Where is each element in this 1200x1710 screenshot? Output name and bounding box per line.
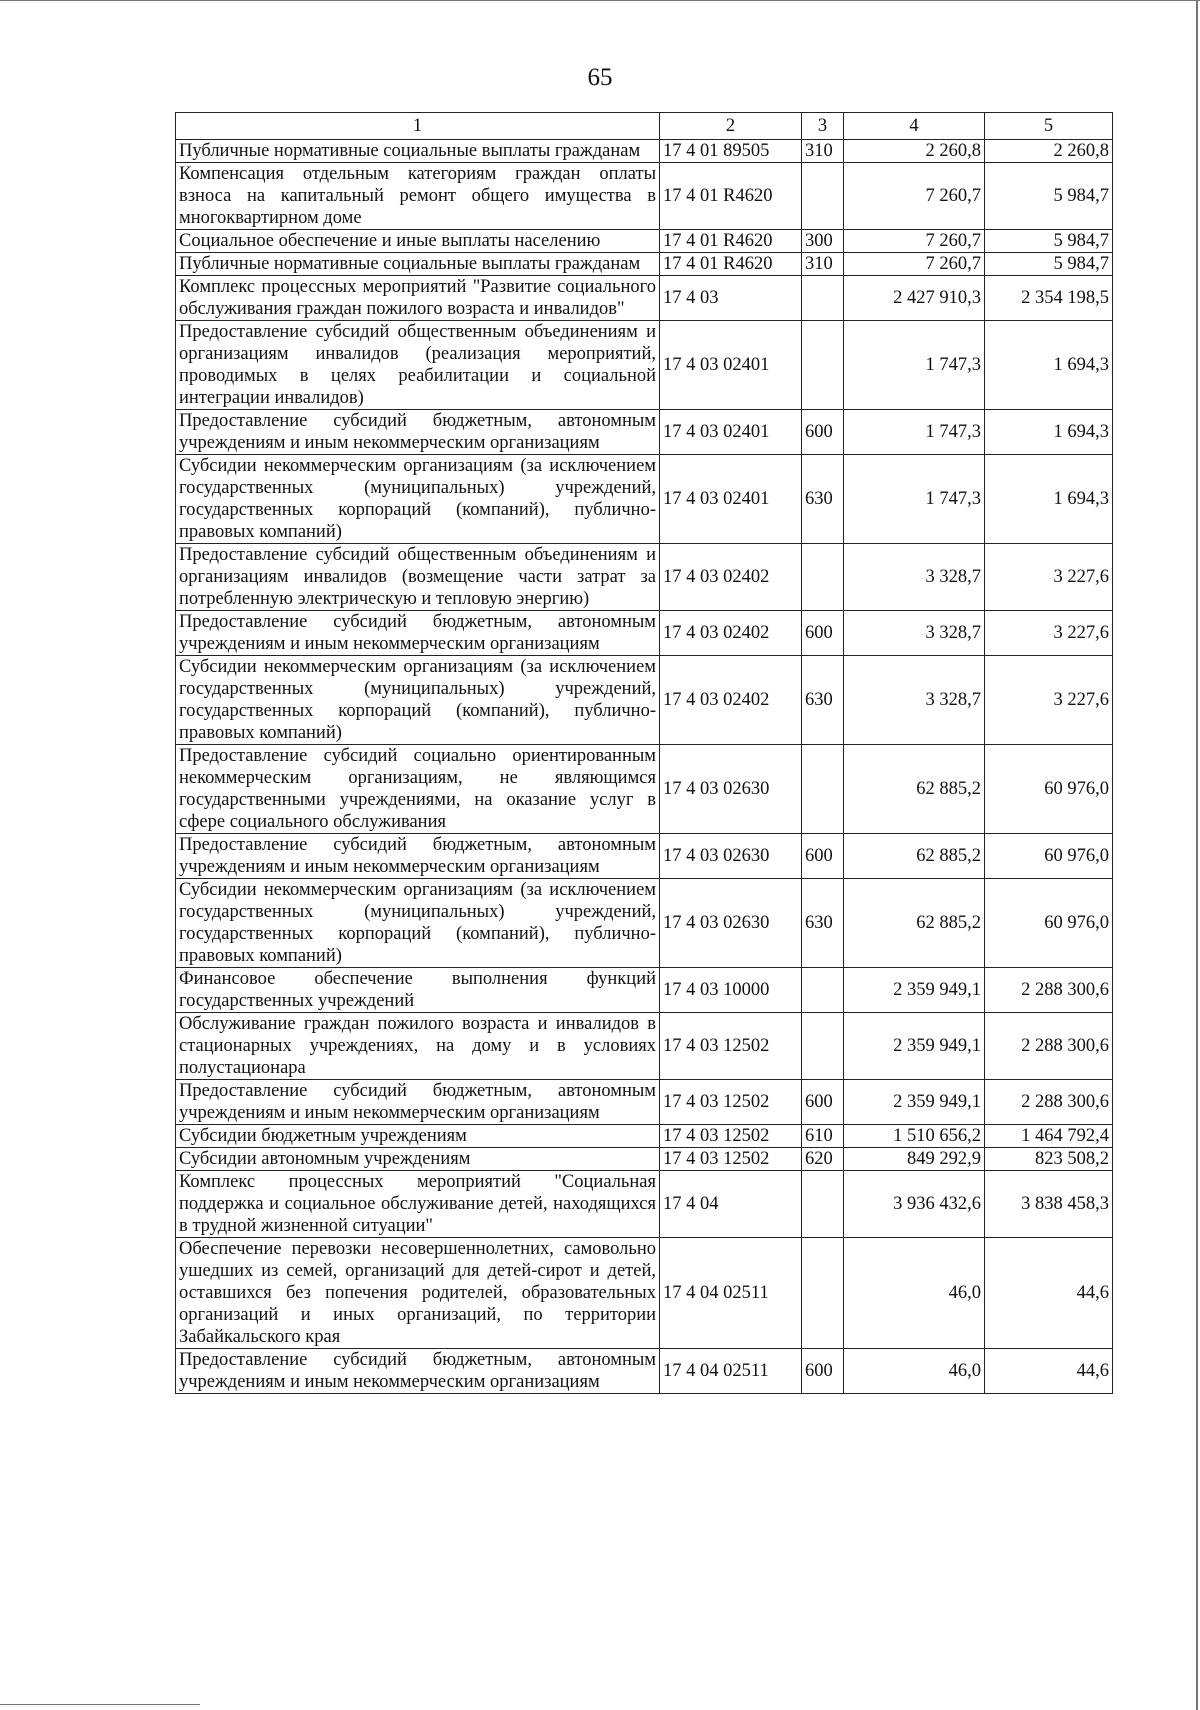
row-amount-2: 60 976,0 <box>985 745 1113 834</box>
row-amount-1: 62 885,2 <box>844 745 985 834</box>
row-amount-1: 7 260,7 <box>844 253 985 276</box>
row-code: 17 4 03 12502 <box>660 1148 802 1171</box>
table-row <box>176 1080 1113 1125</box>
row-name: Предоставление субсидий бюджетным, автономным учреждениям и иным некоммерческим организациям <box>176 1080 660 1125</box>
row-amount-2: 2 288 300,6 <box>985 1080 1113 1125</box>
row-amount-1: 46,0 <box>844 1238 985 1349</box>
row-amount-2: 44,6 <box>985 1238 1113 1349</box>
table-row <box>176 1349 1113 1394</box>
row-code: 17 4 04 02511 <box>660 1238 802 1349</box>
row-code: 17 4 01 89505 <box>660 140 802 163</box>
row-name: Обслуживание граждан пожилого возраста и инвалидов в стационарных учреждениях, на дому и в условиях полустационара <box>176 1013 660 1080</box>
row-amount-2: 2 260,8 <box>985 140 1113 163</box>
row-code: 17 4 03 02402 <box>660 656 802 745</box>
row-amount-2: 1 694,3 <box>985 455 1113 544</box>
row-name: Финансовое обеспечение выполнения функций государственных учреждений <box>176 968 660 1013</box>
row-amount-2: 3 838 458,3 <box>985 1171 1113 1238</box>
scan-bottom-edge <box>0 1704 200 1705</box>
row-expense-type: 610 <box>802 1125 844 1148</box>
row-code: 17 4 03 12502 <box>660 1125 802 1148</box>
row-name: Комплекс процессных мероприятий "Социальная поддержка и социальное обслуживание детей, находящихся в трудной жизненной ситуации" <box>176 1171 660 1238</box>
row-amount-1: 3 936 432,6 <box>844 1171 985 1238</box>
row-expense-type <box>802 968 844 1013</box>
table-row <box>176 1013 1113 1080</box>
table-row <box>176 321 1113 410</box>
table-row <box>176 253 1113 276</box>
row-code: 17 4 04 <box>660 1171 802 1238</box>
row-amount-2: 60 976,0 <box>985 879 1113 968</box>
row-expense-type: 630 <box>802 879 844 968</box>
row-name: Компенсация отдельным категориям граждан оплаты взноса на капитальный ремонт общего имущества в многоквартирном доме <box>176 163 660 230</box>
row-code: 17 4 01 R4620 <box>660 163 802 230</box>
header-col-5: 5 <box>985 113 1113 140</box>
row-amount-1: 3 328,7 <box>844 656 985 745</box>
row-amount-2: 5 984,7 <box>985 253 1113 276</box>
row-expense-type: 310 <box>802 253 844 276</box>
budget-table <box>175 112 1113 1394</box>
row-code: 17 4 03 10000 <box>660 968 802 1013</box>
table-row <box>176 230 1113 253</box>
table-row <box>176 410 1113 455</box>
row-name: Предоставление субсидий общественным объединениям и организациям инвалидов (реализация мероприятий, проводимых в целях реабилитации и социальной интеграции инвалидов) <box>176 321 660 410</box>
row-code: 17 4 04 02511 <box>660 1349 802 1394</box>
table-row <box>176 1171 1113 1238</box>
row-expense-type <box>802 1013 844 1080</box>
header-row <box>176 113 1113 140</box>
row-name: Субсидии бюджетным учреждениям <box>176 1125 660 1148</box>
row-amount-2: 60 976,0 <box>985 834 1113 879</box>
row-expense-type: 600 <box>802 410 844 455</box>
row-name: Предоставление субсидий бюджетным, автономным учреждениям и иным некоммерческим организациям <box>176 834 660 879</box>
row-amount-1: 2 359 949,1 <box>844 1080 985 1125</box>
row-amount-1: 849 292,9 <box>844 1148 985 1171</box>
row-amount-2: 3 227,6 <box>985 611 1113 656</box>
row-amount-1: 2 359 949,1 <box>844 968 985 1013</box>
row-code: 17 4 03 <box>660 276 802 321</box>
row-amount-2: 1 464 792,4 <box>985 1125 1113 1148</box>
row-code: 17 4 01 R4620 <box>660 253 802 276</box>
row-expense-type: 600 <box>802 1349 844 1394</box>
row-name: Комплекс процессных мероприятий "Развитие социального обслуживания граждан пожилого возраста и инвалидов" <box>176 276 660 321</box>
scan-top-edge <box>0 0 1200 1</box>
row-name: Обеспечение перевозки несовершеннолетних, самовольно ушедших из семей, организаций для детей-сирот и детей, оставшихся без попечения родителей, образовательных организаций и иных организаций, по территории Забайкальского края <box>176 1238 660 1349</box>
row-code: 17 4 03 02630 <box>660 745 802 834</box>
row-code: 17 4 03 02630 <box>660 879 802 968</box>
row-amount-1: 2 260,8 <box>844 140 985 163</box>
row-name: Социальное обеспечение и иные выплаты населению <box>176 230 660 253</box>
row-expense-type: 600 <box>802 611 844 656</box>
row-expense-type: 600 <box>802 1080 844 1125</box>
row-amount-2: 2 288 300,6 <box>985 1013 1113 1080</box>
table-body <box>176 140 1113 1394</box>
row-name: Предоставление субсидий бюджетным, автономным учреждениям и иным некоммерческим организациям <box>176 1349 660 1394</box>
header-col-2: 2 <box>660 113 802 140</box>
row-amount-2: 823 508,2 <box>985 1148 1113 1171</box>
row-amount-2: 2 288 300,6 <box>985 968 1113 1013</box>
row-amount-1: 1 510 656,2 <box>844 1125 985 1148</box>
row-amount-1: 46,0 <box>844 1349 985 1394</box>
page-number: 65 <box>587 64 613 91</box>
row-expense-type <box>802 1238 844 1349</box>
table-row <box>176 544 1113 611</box>
row-amount-2: 1 694,3 <box>985 321 1113 410</box>
table-row <box>176 745 1113 834</box>
row-name: Субсидии автономным учреждениям <box>176 1148 660 1171</box>
row-amount-1: 62 885,2 <box>844 834 985 879</box>
row-name: Предоставление субсидий бюджетным, автономным учреждениям и иным некоммерческим организациям <box>176 611 660 656</box>
scan-right-edge <box>1196 0 1198 1710</box>
row-expense-type: 630 <box>802 455 844 544</box>
row-expense-type: 300 <box>802 230 844 253</box>
row-code: 17 4 03 02401 <box>660 321 802 410</box>
row-name: Предоставление субсидий социально ориентированным некоммерческим организациям, не являющимся государственными учреждениями, на оказание услуг в сфере социального обслуживания <box>176 745 660 834</box>
row-amount-2: 2 354 198,5 <box>985 276 1113 321</box>
row-expense-type <box>802 544 844 611</box>
row-code: 17 4 03 02402 <box>660 544 802 611</box>
row-amount-2: 3 227,6 <box>985 544 1113 611</box>
row-amount-1: 3 328,7 <box>844 544 985 611</box>
row-expense-type <box>802 163 844 230</box>
table-row <box>176 276 1113 321</box>
row-name: Предоставление субсидий общественным объединениям и организациям инвалидов (возмещение части затрат за потребленную электрическую и тепловую энергию) <box>176 544 660 611</box>
row-code: 17 4 03 02401 <box>660 410 802 455</box>
row-amount-2: 5 984,7 <box>985 163 1113 230</box>
row-amount-1: 1 747,3 <box>844 410 985 455</box>
row-amount-1: 1 747,3 <box>844 455 985 544</box>
row-code: 17 4 03 12502 <box>660 1013 802 1080</box>
table-row <box>176 140 1113 163</box>
table-row <box>176 163 1113 230</box>
row-amount-1: 62 885,2 <box>844 879 985 968</box>
row-code: 17 4 03 02630 <box>660 834 802 879</box>
row-name: Субсидии некоммерческим организациям (за исключением государственных (муниципальных) учреждений, государственных корпораций (компаний), публично-правовых компаний) <box>176 656 660 745</box>
row-code: 17 4 03 12502 <box>660 1080 802 1125</box>
row-expense-type <box>802 1171 844 1238</box>
header-col-3: 3 <box>802 113 844 140</box>
row-name: Публичные нормативные социальные выплаты гражданам <box>176 140 660 163</box>
row-amount-2: 1 694,3 <box>985 410 1113 455</box>
header-col-4: 4 <box>844 113 985 140</box>
row-amount-2: 3 227,6 <box>985 656 1113 745</box>
row-expense-type: 620 <box>802 1148 844 1171</box>
table-row <box>176 1148 1113 1171</box>
table-row <box>176 879 1113 968</box>
row-expense-type: 600 <box>802 834 844 879</box>
row-amount-2: 44,6 <box>985 1349 1113 1394</box>
table-row <box>176 1238 1113 1349</box>
row-amount-1: 3 328,7 <box>844 611 985 656</box>
table-row <box>176 968 1113 1013</box>
row-amount-1: 7 260,7 <box>844 230 985 253</box>
row-code: 17 4 01 R4620 <box>660 230 802 253</box>
row-name: Публичные нормативные социальные выплаты гражданам <box>176 253 660 276</box>
table-row <box>176 1125 1113 1148</box>
table-row <box>176 834 1113 879</box>
row-code: 17 4 03 02401 <box>660 455 802 544</box>
row-name: Предоставление субсидий бюджетным, автономным учреждениям и иным некоммерческим организациям <box>176 410 660 455</box>
row-amount-1: 2 427 910,3 <box>844 276 985 321</box>
row-expense-type <box>802 276 844 321</box>
row-expense-type <box>802 745 844 834</box>
table-row <box>176 611 1113 656</box>
row-expense-type: 310 <box>802 140 844 163</box>
header-col-1: 1 <box>176 113 660 140</box>
table-row <box>176 455 1113 544</box>
row-expense-type <box>802 321 844 410</box>
row-name: Субсидии некоммерческим организациям (за исключением государственных (муниципальных) учреждений, государственных корпораций (компаний), публично-правовых компаний) <box>176 455 660 544</box>
row-amount-1: 2 359 949,1 <box>844 1013 985 1080</box>
row-expense-type: 630 <box>802 656 844 745</box>
row-code: 17 4 03 02402 <box>660 611 802 656</box>
row-amount-2: 5 984,7 <box>985 230 1113 253</box>
row-name: Субсидии некоммерческим организациям (за исключением государственных (муниципальных) учреждений, государственных корпораций (компаний), публично-правовых компаний) <box>176 879 660 968</box>
row-amount-1: 1 747,3 <box>844 321 985 410</box>
table-row <box>176 656 1113 745</box>
row-amount-1: 7 260,7 <box>844 163 985 230</box>
